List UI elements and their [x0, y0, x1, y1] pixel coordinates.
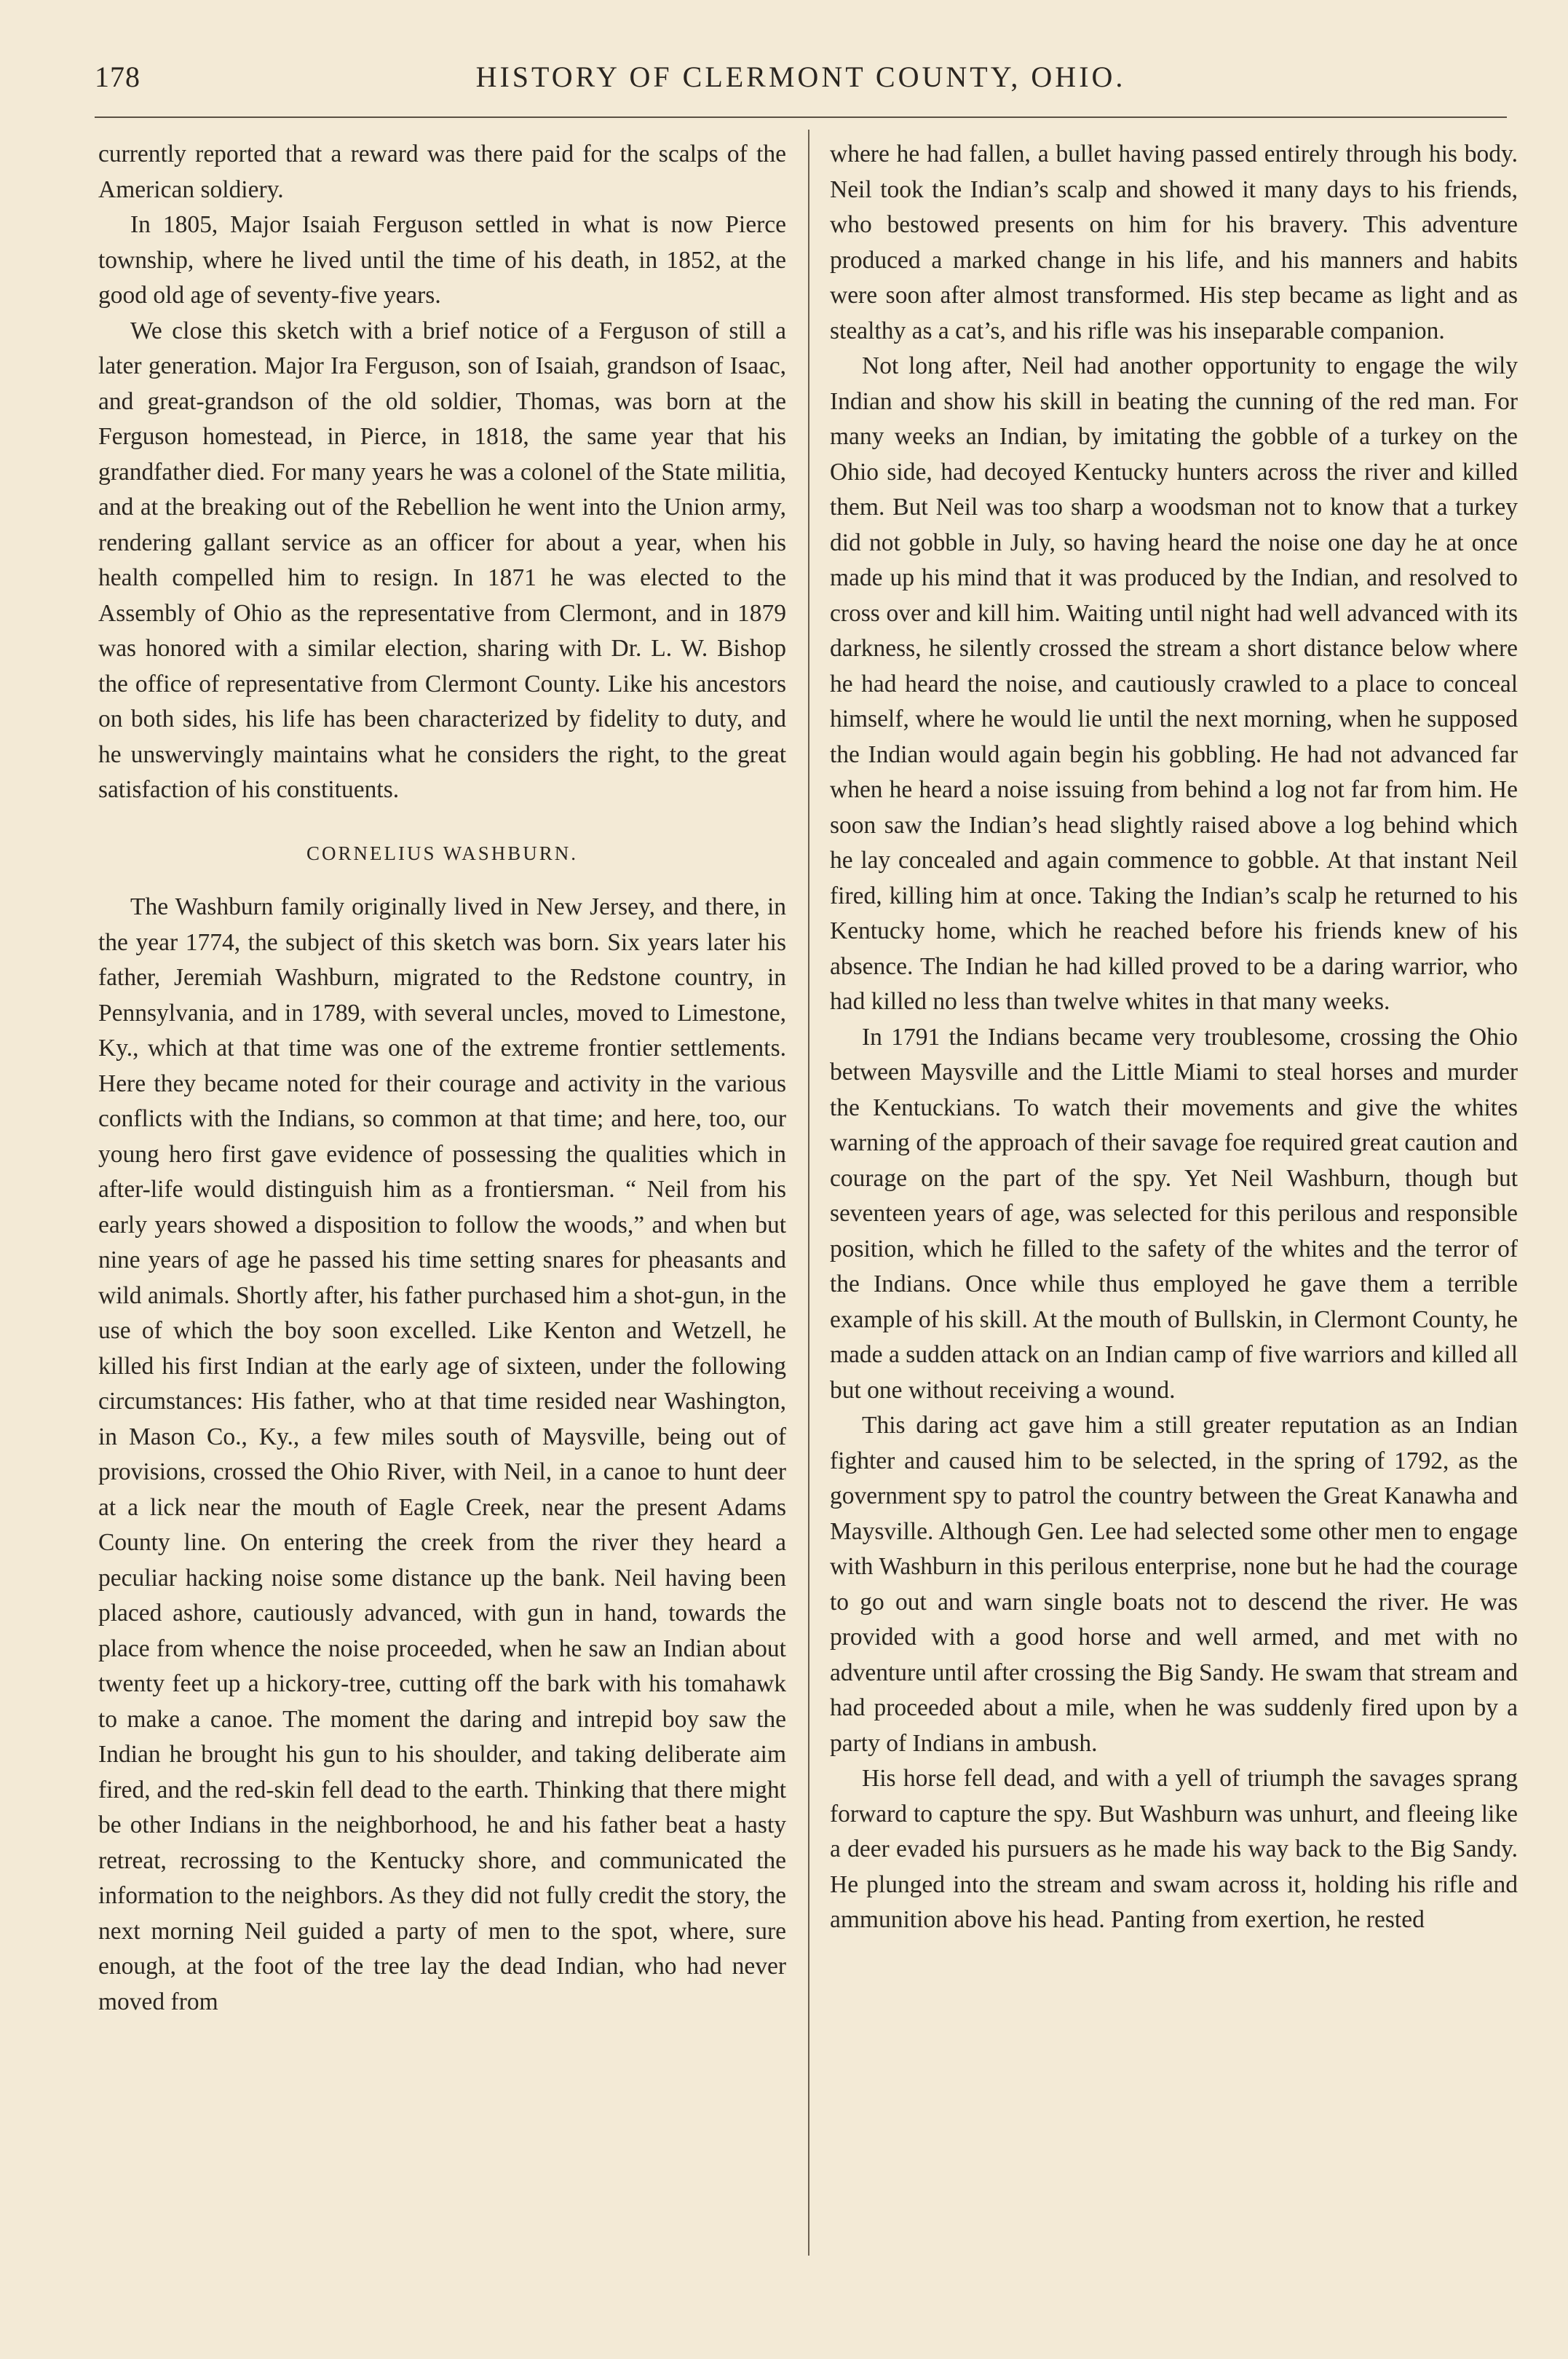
- page-number: 178: [95, 60, 140, 93]
- paragraph: In 1791 the Indians became very troublesome, crossing the Ohio between Maysville and the Little Miami to steal horses and murder the Kentuckians. To watch their movements and give the whites warning of the approach of their savage foe required great caution and courage on the part of the spy. Yet Neil Washburn, though but seventeen years of age, was selected for this perilous and responsible position, which he filled to the safety of the whites and the terror of the Indians. Once while thus employed he gave them a terrible example of his skill. At the mouth of Bullskin, in Clermont County, he made a sudden attack on an Indian camp of five warriors and killed all but one without receiving a wound.: [830, 1023, 1518, 1404]
- paragraph: This daring act gave him a still greater reputation as an Indian fighter and caused him to be selected, in the spring of 1792, as the government spy to patrol the country between the Great Kanawha and Maysville. Although Gen. Lee had selected some other men to engage with Washburn in this perilous enterprise, none but he had the courage to go out and warn single boats not to descend the river. He was provided with a good horse and well armed, and met with no adventure until after crossing the Big Sandy. He swam that stream and had proceeded about a mile, when he was suddenly fired upon by a party of Indians in ambush.: [830, 1412, 1518, 1757]
- paragraph: In 1805, Major Isaiah Ferguson settled in what is now Pierce township, where he lived until the time of his death, in 1852, at the good old age of seventy-five years.: [98, 211, 786, 309]
- paragraph: The Washburn family originally lived in New Jersey, and there, in the year 1774, the subject of this sketch was born. Six years later his father, Jeremiah Washburn, migrated to the Redstone country, in Pennsylvania, and in 1789, with several uncles, moved to Limestone, Ky., which at that time was one of the extreme frontier settlements. Here they became noted for their courage and activity in the various conflicts with the Indians, so common at that time; and here, too, our young hero first gave evidence of possessing the qualities which in after-life would distinguish him as a frontiersman. “ Neil from his early years showed a disposition to follow the woods,” and when but nine years of age he passed his time setting snares for pheasants and wild animals. Shortly after, his father purchased him a shot-gun, in the use of which the boy soon excelled. Like Kenton and Wetzell, he killed his first Indian at the early age of sixteen, under the following circumstances: His father, who at that time resided near Washington, in Mason Co., Ky., a few miles south of Maysville, being out of provisions, crossed the Ohio River, with Neil, in a canoe to hunt deer at a lick near the mouth of Eagle Creek, near the present Adams County line. On entering the creek from the river they heard a peculiar hacking noise some distance up the bank. Neil having been placed ashore, cautiously advanced, with gun in hand, towards the place from whence the noise proceeded, when he saw an Indian about twenty feet up a hickory-tree, cutting off the bark with his tomahawk to make a canoe. The moment the daring and intrepid boy saw the Indian he brought his gun to his shoulder, and taking deliberate aim fired, and the red-skin fell dead to the earth. Thinking that there might be other Indians in the neighborhood, he and his father beat a hasty retreat, recrossing to the Kentucky shore, and communicated the information to the neighbors. As they did not fully credit the story, the next morning Neil guided a party of men to the spot, where, sure enough, at the foot of the tree lay the dead Indian, who had never moved from: [98, 893, 786, 2015]
- left-column: [98, 137, 786, 2020]
- paragraph: currently reported that a reward was there paid for the scalps of the American soldiery.: [98, 141, 786, 203]
- header-rule: [95, 116, 1507, 118]
- running-head: HISTORY OF CLERMONT COUNTY, OHIO.: [475, 60, 1126, 93]
- column-divider: [808, 130, 809, 2256]
- right-column: [830, 137, 1518, 1938]
- paragraph: Not long after, Neil had another opportunity to engage the wily Indian and show his skill in beating the cunning of the red man. For many weeks an Indian, by imitating the gobble of a turkey on the Ohio side, had decoyed Kentucky hunters across the river and killed them. But Neil was too sharp a woodsman not to know that a turkey did not gobble in July, so having heard the noise one day he at once made up his mind that it was produced by the Indian, and resolved to cross over and kill him. Waiting until night had well advanced with its darkness, he silently crossed the stream a short distance below where he had heard the noise, and cautiously crawled to a place to conceal himself, where he would lie until the next morning, when he supposed the Indian would again begin his gobbling. He had not advanced far when he heard a noise issuing from behind a log not far from him. He soon saw the Indian’s head slightly raised above a log behind which he lay concealed and again commence to gobble. At that instant Neil fired, killing him at once. Taking the Indian’s scalp he returned to his Kentucky home, which he reached before his friends knew of his absence. The Indian he had killed proved to be a daring warrior, who had killed no less than twelve whites in that many weeks.: [830, 352, 1518, 1015]
- section-heading: CORNELIUS WASHBURN.: [306, 842, 579, 864]
- paragraph: His horse fell dead, and with a yell of triumph the savages sprang forward to capture the spy. But Washburn was unhurt, and fleeing like a deer evaded his pursuers as he made his way back to the Big Sandy. He plunged into the stream and swam across it, holding his rifle and ammunition above his head. Panting from exertion, he rested: [830, 1765, 1518, 1933]
- paragraph: We close this sketch with a brief notice of a Ferguson of still a later generation. Major Ira Ferguson, son of Isaiah, grandson of Isaac, and great-grandson of the old soldier, Thomas, was born at the Ferguson homestead, in Pierce, in 1818, the same year that his grandfather died. For many years he was a colonel of the State militia, and at the breaking out of the Rebellion he went into the Union army, rendering gallant service as an officer for about a year, when his health compelled him to resign. In 1871 he was elected to the Assembly of Ohio as the representative from Clermont, and in 1879 was honored with a similar election, sharing with Dr. L. W. Bishop the office of representative from Clermont County. Like his ancestors on both sides, his life has been characterized by fidelity to duty, and he unswervingly maintains what he considers the right, to the great satisfaction of his constituents.: [98, 317, 786, 803]
- page-header: [95, 60, 1507, 103]
- paragraph: where he had fallen, a bullet having passed entirely through his body. Neil took the Indian’s scalp and showed it many days to his friends, who bestowed presents on him for his bravery. This adventure produced a marked change in his life, and his manners and habits were soon after almost transformed. His step became as light and as stealthy as a cat’s, and his rifle was his inseparable companion.: [830, 141, 1518, 344]
